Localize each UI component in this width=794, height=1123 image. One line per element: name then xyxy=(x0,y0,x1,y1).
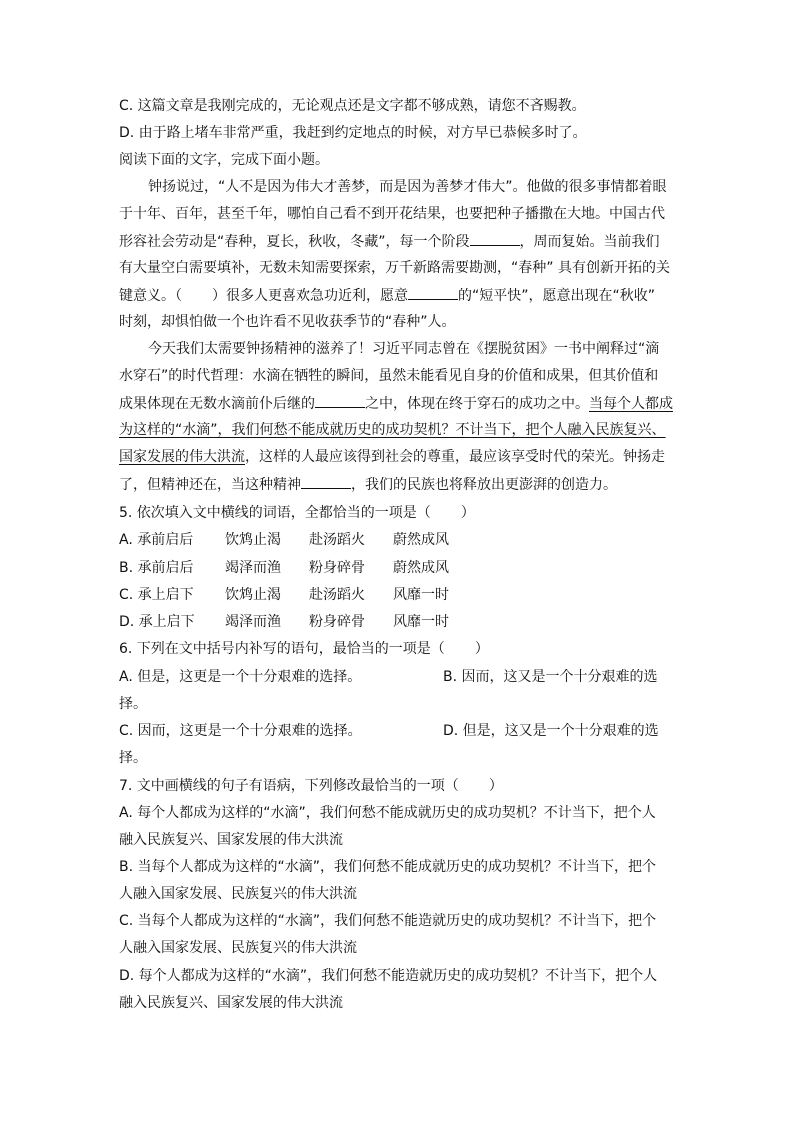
passage-line: 有大量空白需要填补，无数未知需要探索，万千新路需要勘测，“春种” 具有创新开拓的关 xyxy=(119,260,670,276)
option-word: A. 承前启后 xyxy=(119,532,194,548)
q7-option-c: C. 当每个人都成为这样的“水滴”，我们何愁不能造就历史的成功契机？不计当下，把个 xyxy=(119,913,657,929)
passage-text: 了，但精神还在，当这种精神 xyxy=(119,477,301,493)
fill-blank-4 xyxy=(301,474,351,489)
option-word: 粉身碎骨 xyxy=(309,614,365,630)
underlined-sentence: 为这样的“水滴”，我们何愁不能成就历史的成功契机？不计当下，把个人融入民族复兴、 xyxy=(119,422,666,438)
option-word: 饮鸩止渴 xyxy=(225,532,281,548)
option-word: 蔚然成风 xyxy=(393,532,449,548)
passage-text: ，这样的人最应该得到社会的尊重，最应该享受时代的荣光。钟扬走 xyxy=(245,449,665,465)
fill-blank-3 xyxy=(315,393,365,408)
passage-text: ）很多人更喜欢急功近利，愿意 xyxy=(212,288,408,304)
q6-option-b: B. 因而，这又是一个十分艰难的选 xyxy=(443,669,658,685)
passage-text: ，我们的民族也将释放出更澎湃的创造力。 xyxy=(351,477,617,493)
q6-option-d: D. 但是，这又是一个十分艰难的选 xyxy=(443,723,659,739)
option-word: D. 承上启下 xyxy=(119,614,195,630)
question-7-stem xyxy=(119,776,503,796)
option-word: 赴汤蹈火 xyxy=(309,587,365,603)
underlined-sentence: 当每个人都成 xyxy=(589,396,673,412)
passage-line xyxy=(119,420,666,440)
fill-blank-1 xyxy=(470,231,520,246)
reading-instruction: 阅读下面的文字，完成下面小题。 xyxy=(119,152,329,168)
passage-line xyxy=(119,474,617,494)
prev-option-c: C. 这篇文章是我刚完成的，无论观点还是文字都不够成熟，请您不吝赐教。 xyxy=(119,98,586,114)
passage-text: 之中，体现在终于穿石的成功之中。 xyxy=(365,396,589,412)
paren-close: ） xyxy=(488,778,503,794)
passage-line: 钟扬说过，“人不是因为伟大才善梦，而是因为善梦才伟大”。他做的很多事情都着眼 xyxy=(148,179,667,195)
question-stem-text: 5. 依次填入文中横线的词语，全都恰当的一项是（ xyxy=(119,505,431,521)
question-stem-text: 7. 文中画横线的句子有语病，下列修改最恰当的一项（ xyxy=(119,778,459,794)
passage-line: 于十年、百年，甚至千年，哪怕自己看不到开花结果，也要把种子播撒在大地。中国古代 xyxy=(119,206,665,222)
q7-option-d-wrap: 融入民族复兴、国家发展的伟大洪流 xyxy=(119,995,343,1011)
q7-option-b-wrap: 人融入国家发展、民族复兴的伟大洪流 xyxy=(119,886,357,902)
passage-line xyxy=(119,285,655,305)
option-word: C. 承上启下 xyxy=(119,587,194,603)
q7-option-c-wrap: 人融入国家发展、民族复兴的伟大洪流 xyxy=(119,940,357,956)
question-6-stem xyxy=(119,639,489,659)
passage-line xyxy=(119,393,673,413)
paren-close: ） xyxy=(460,505,475,521)
passage-line xyxy=(119,231,660,251)
option-word: 竭泽而渔 xyxy=(225,614,281,630)
option-word: 赴汤蹈火 xyxy=(309,532,365,548)
q6-option-b-wrap: 择。 xyxy=(119,696,147,712)
q6-option-c: C. 因而，这更是一个十分艰难的选择。 xyxy=(119,723,362,739)
underlined-sentence: 国家发展的伟大洪流 xyxy=(119,449,245,465)
q7-option-a: A. 每个人都成为这样的“水滴”，我们何愁不能成就历史的成功契机？不计当下，把个人 xyxy=(119,805,656,821)
passage-text: 的“短平快”，愿意出现在“秋收” xyxy=(458,288,656,304)
q7-option-b: B. 当每个人都成为这样的“水滴”，我们何愁不能成就历史的成功契机？不计当下，把个 xyxy=(119,859,657,875)
passage-text: 形容社会劳动是“春种，夏长，秋收，冬藏”，每一个阶段 xyxy=(119,234,470,250)
option-word: 饮鸩止渴 xyxy=(225,587,281,603)
option-word: 风靡一时 xyxy=(393,587,449,603)
question-5-stem xyxy=(119,503,475,523)
question-stem-text: 6. 下列在文中括号内补写的语句，最恰当的一项是（ xyxy=(119,641,445,657)
q7-option-d: D. 每个人都成为这样的“水滴”，我们何愁不能造就历史的成功契机？不计当下，把个人 xyxy=(119,968,658,984)
option-word: B. 承前启后 xyxy=(119,560,194,576)
q6-option-a: A. 但是，这更是一个十分艰难的选择。 xyxy=(119,669,362,685)
passage-line: 今天我们太需要钟扬精神的滋养了！习近平同志曾在《摆脱贫困》一书中阐释过“滴 xyxy=(148,341,660,357)
paren-close: ） xyxy=(474,641,489,657)
q6-option-d-wrap: 择。 xyxy=(119,750,147,766)
prev-option-d: D. 由于路上堵车非常严重，我赶到约定地点的时候，对方早已恭候多时了。 xyxy=(119,125,587,141)
passage-line: 时刻，却惧怕做一个也许看不见收获季节的“春种”人。 xyxy=(119,314,456,330)
option-word: 竭泽而渔 xyxy=(225,560,281,576)
passage-text: 键意义。（ xyxy=(119,288,182,304)
option-word: 风靡一时 xyxy=(393,614,449,630)
fill-blank-2 xyxy=(408,285,458,300)
q7-option-a-wrap: 融入民族复兴、国家发展的伟大洪流 xyxy=(119,832,343,848)
option-word: 粉身碎骨 xyxy=(309,560,365,576)
option-word: 蔚然成风 xyxy=(393,560,449,576)
passage-text: 成果体现在无数水滴前仆后继的 xyxy=(119,396,315,412)
passage-line: 水穿石”的时代哲理：水滴在牺牲的瞬间，虽然未能看见自身的价值和成果，但其价值和 xyxy=(119,368,659,384)
passage-text: ，周而复始。当前我们 xyxy=(519,234,660,250)
passage-line xyxy=(119,447,665,467)
